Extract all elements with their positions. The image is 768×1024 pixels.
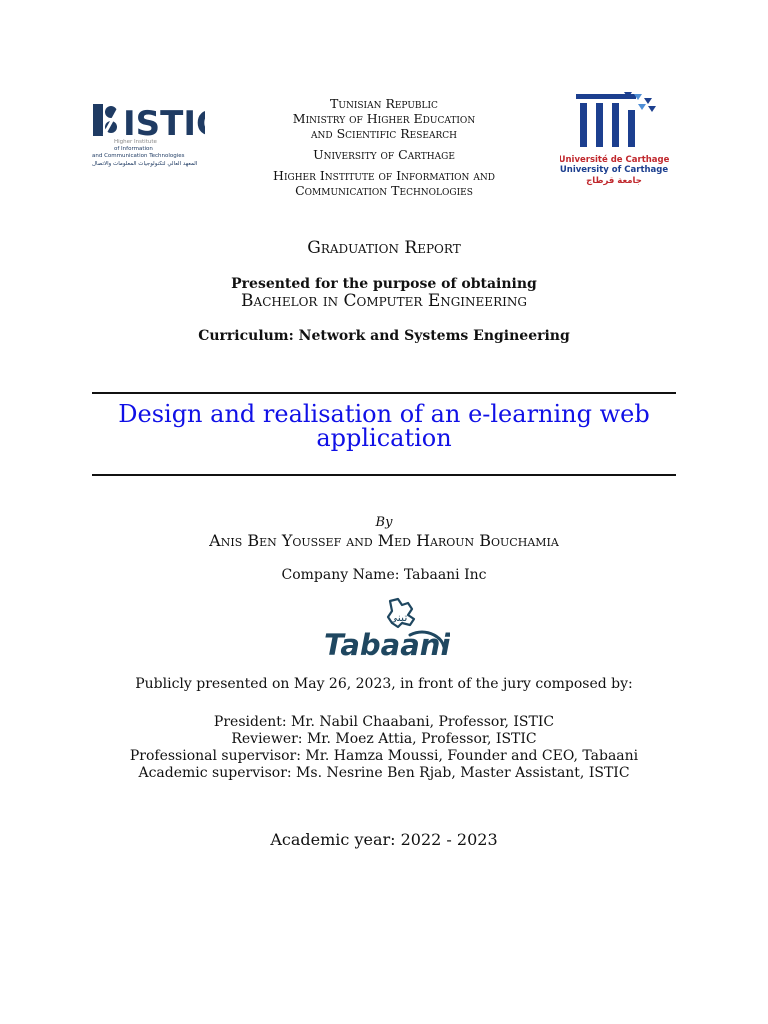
title-rule-top xyxy=(92,392,676,394)
jury-professional-supervisor: Professional supervisor: Mr. Hamza Moussi, Founder and CEO, Tabaani xyxy=(129,748,639,764)
jury-president: President: Mr. Nabil Chaabani, Professor, ISTIC xyxy=(213,714,555,730)
report-purpose: Presented for the purpose of obtaining xyxy=(231,276,537,292)
tabaani-logo xyxy=(318,595,450,665)
report-title xyxy=(92,402,676,450)
report-title-line1: Design and realisation of an e-learning web xyxy=(118,400,650,428)
institution-header xyxy=(220,96,548,198)
header-institute-line1: Higher Institute of Information and xyxy=(273,168,495,183)
jury-academic-supervisor: Academic supervisor: Ms. Nesrine Ben Rjab, Master Assistant, ISTIC xyxy=(138,765,630,781)
istic-caption-1: Higher Institute xyxy=(114,139,157,145)
header-institute-line2: Communication Technologies xyxy=(295,183,473,198)
title-rule-bottom xyxy=(92,474,676,476)
istic-caption-2: of Information xyxy=(114,146,153,152)
istic-wordmark: ISTI xyxy=(123,104,196,144)
tabaani-wordmark: Tabaani xyxy=(324,628,450,662)
report-title-line2: application xyxy=(316,424,452,452)
carthage-caption-ar: جامعة قرطاج xyxy=(586,176,642,186)
by-label: By xyxy=(375,515,393,530)
header-ministry-line2: and Scientific Research xyxy=(311,126,457,141)
presentation-statement: Publicly presented on May 26, 2023, in front of the jury composed by: xyxy=(135,676,633,692)
curriculum: Curriculum: Network and Systems Engineering xyxy=(198,328,570,344)
header-ministry-line1: Ministry of Higher Education xyxy=(292,111,476,126)
company-name: Company Name: Tabaani Inc xyxy=(281,567,487,583)
header-republic: Tunisian Republic xyxy=(330,96,438,111)
istic-caption-arabic: المعهد العالي لتكنولوجيات المعلومات والاتصال xyxy=(92,161,198,167)
report-type: Graduation Report xyxy=(307,238,461,258)
istic-caption-3: and Communication Technologies xyxy=(92,153,185,159)
carthage-caption-fr: Université de Carthage xyxy=(560,155,670,165)
author-names: Anis Ben Youssef and Med Haroun Bouchamia xyxy=(209,531,559,550)
academic-year: Academic year: 2022 - 2023 xyxy=(270,830,498,849)
jury-list xyxy=(0,714,768,782)
header-university: University of Carthage xyxy=(313,147,455,162)
jury-reviewer: Reviewer: Mr. Moez Attia, Professor, ISTIC xyxy=(231,731,537,747)
tabaani-arabic: تبني xyxy=(388,611,408,624)
degree-name: Bachelor in Computer Engineering xyxy=(241,291,527,311)
carthage-logo xyxy=(560,88,670,188)
carthage-caption-en: University of Carthage xyxy=(560,165,669,175)
istic-logo xyxy=(90,100,205,172)
